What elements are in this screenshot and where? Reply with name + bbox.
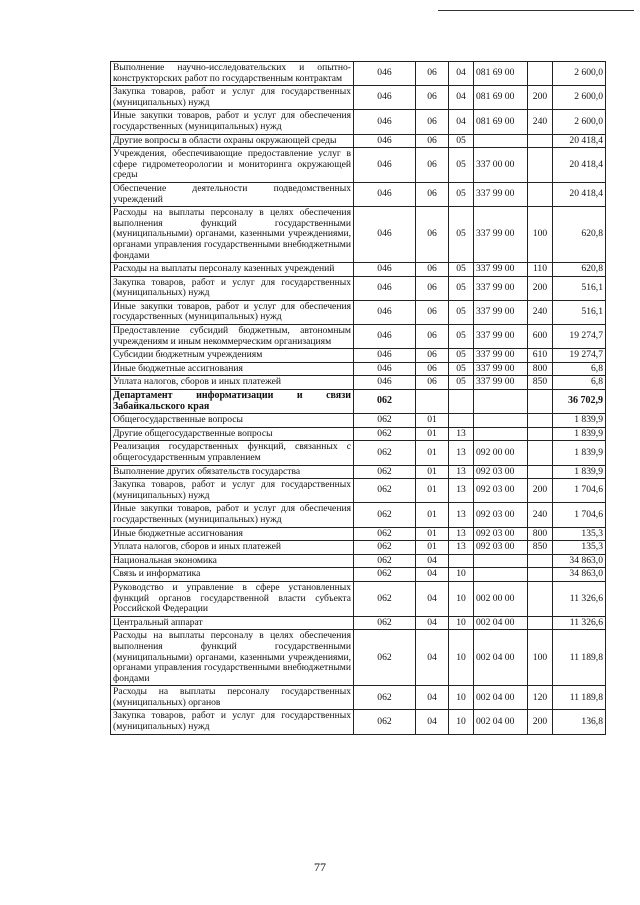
row-section-code: 06 xyxy=(416,376,449,390)
row-section-code: 01 xyxy=(416,427,449,441)
row-expense-type-code: 200 xyxy=(528,479,553,503)
row-amount: 1 704,6 xyxy=(553,479,606,503)
row-ved-code: 062 xyxy=(354,616,416,630)
row-ved-code: 062 xyxy=(354,441,416,465)
row-amount: 19 274,7 xyxy=(553,325,606,349)
row-subsection-code: 13 xyxy=(449,503,474,527)
row-expense-type-code: 800 xyxy=(528,362,553,376)
row-expense-type-code: 100 xyxy=(528,630,553,686)
row-section-code: 06 xyxy=(416,325,449,349)
row-subsection-code xyxy=(449,554,474,568)
row-name: Другие вопросы в области охраны окружающей среды xyxy=(111,134,354,148)
row-amount: 34 863,0 xyxy=(553,554,606,568)
row-ved-code: 046 xyxy=(354,148,416,183)
row-ved-code: 062 xyxy=(354,414,416,428)
row-amount: 2 600,0 xyxy=(553,86,606,110)
row-target-code: 092 03 00 xyxy=(474,465,528,479)
row-name: Национальная экономика xyxy=(111,554,354,568)
row-expense-type-code xyxy=(528,441,553,465)
row-amount: 135,3 xyxy=(553,541,606,555)
row-name: Выполнение других обязательств государства xyxy=(111,465,354,479)
row-expense-type-code xyxy=(528,62,553,86)
row-subsection-code: 13 xyxy=(449,427,474,441)
row-name: Другие общегосударственные вопросы xyxy=(111,427,354,441)
row-expense-type-code: 200 xyxy=(528,86,553,110)
row-section-code: 01 xyxy=(416,479,449,503)
row-expense-type-code xyxy=(528,568,553,582)
table-row xyxy=(111,541,606,555)
row-amount: 20 418,4 xyxy=(553,134,606,148)
row-ved-code: 062 xyxy=(354,541,416,555)
table-row xyxy=(111,62,606,86)
row-section-code: 01 xyxy=(416,541,449,555)
row-expense-type-code xyxy=(528,616,553,630)
row-amount: 1 839,9 xyxy=(553,441,606,465)
row-subsection-code: 10 xyxy=(449,686,474,710)
row-section-code: 06 xyxy=(416,62,449,86)
row-target-code xyxy=(474,554,528,568)
row-ved-code: 062 xyxy=(354,568,416,582)
row-subsection-code: 04 xyxy=(449,62,474,86)
row-name: Иные бюджетные ассигнования xyxy=(111,362,354,376)
row-section-code: 04 xyxy=(416,581,449,616)
row-ved-code: 062 xyxy=(354,630,416,686)
row-section-code: 06 xyxy=(416,263,449,277)
table-row xyxy=(111,616,606,630)
row-amount: 20 418,4 xyxy=(553,148,606,183)
row-target-code: 002 04 00 xyxy=(474,630,528,686)
row-ved-code: 046 xyxy=(354,134,416,148)
row-subsection-code: 13 xyxy=(449,479,474,503)
row-target-code: 337 99 00 xyxy=(474,376,528,390)
row-ved-code: 046 xyxy=(354,62,416,86)
row-amount: 620,8 xyxy=(553,207,606,263)
table-row xyxy=(111,710,606,734)
table-row xyxy=(111,376,606,390)
row-target-code xyxy=(474,414,528,428)
row-subsection-code: 04 xyxy=(449,86,474,110)
row-ved-code: 062 xyxy=(354,686,416,710)
row-expense-type-code: 240 xyxy=(528,503,553,527)
row-name: Субсидии бюджетным учреждениям xyxy=(111,349,354,363)
row-ved-code: 046 xyxy=(354,362,416,376)
row-name: Учреждения, обеспечивающие предоставление услуг в сфере гидрометеорологии и мониторинга окружающей среды xyxy=(111,148,354,183)
row-expense-type-code: 120 xyxy=(528,686,553,710)
row-section-code: 06 xyxy=(416,86,449,110)
row-expense-type-code xyxy=(528,465,553,479)
row-expense-type-code xyxy=(528,581,553,616)
row-target-code: 337 99 00 xyxy=(474,276,528,300)
row-name: Закупка товаров, работ и услуг для государственных (муниципальных) нужд xyxy=(111,710,354,734)
table-row xyxy=(111,479,606,503)
row-name: Закупка товаров, работ и услуг для государственных (муниципальных) нужд xyxy=(111,86,354,110)
row-target-code: 337 99 00 xyxy=(474,182,528,206)
row-name: Уплата налогов, сборов и иных платежей xyxy=(111,376,354,390)
row-amount: 1 839,9 xyxy=(553,414,606,428)
row-ved-code: 046 xyxy=(354,182,416,206)
row-target-code: 002 04 00 xyxy=(474,616,528,630)
row-subsection-code: 05 xyxy=(449,376,474,390)
row-name: Расходы на выплаты персоналу казенных учреждений xyxy=(111,263,354,277)
row-target-code xyxy=(474,390,528,414)
row-subsection-code: 05 xyxy=(449,134,474,148)
row-ved-code: 062 xyxy=(354,554,416,568)
table-row xyxy=(111,362,606,376)
row-section-code: 04 xyxy=(416,710,449,734)
row-subsection-code: 05 xyxy=(449,300,474,324)
row-name: Департамент информатизации и связи Забайкальского края xyxy=(111,390,354,414)
row-section-code: 06 xyxy=(416,110,449,134)
row-amount: 34 863,0 xyxy=(553,568,606,582)
row-subsection-code: 05 xyxy=(449,148,474,183)
table-row xyxy=(111,148,606,183)
row-name: Обеспечение деятельности подведомственных учреждений xyxy=(111,182,354,206)
row-section-code: 01 xyxy=(416,503,449,527)
row-name: Расходы на выплаты персоналу в целях обеспечения выполнения функций государственными (муниципальными) органами, казенными учреждениями, органами управления государственными внебюджетными фондами xyxy=(111,207,354,263)
row-expense-type-code xyxy=(528,390,553,414)
row-subsection-code: 13 xyxy=(449,441,474,465)
table-row xyxy=(111,182,606,206)
row-subsection-code: 05 xyxy=(449,325,474,349)
row-amount: 11 189,8 xyxy=(553,686,606,710)
row-section-code: 04 xyxy=(416,554,449,568)
row-amount: 516,1 xyxy=(553,300,606,324)
row-amount: 516,1 xyxy=(553,276,606,300)
row-target-code: 002 00 00 xyxy=(474,581,528,616)
row-target-code: 337 99 00 xyxy=(474,362,528,376)
row-target-code: 092 03 00 xyxy=(474,541,528,555)
row-ved-code: 062 xyxy=(354,427,416,441)
row-ved-code: 046 xyxy=(354,207,416,263)
row-expense-type-code: 850 xyxy=(528,376,553,390)
table-row xyxy=(111,630,606,686)
row-target-code: 337 99 00 xyxy=(474,263,528,277)
table-row xyxy=(111,568,606,582)
row-expense-type-code: 200 xyxy=(528,276,553,300)
row-name: Расходы на выплаты персоналу государственных (муниципальных) органов xyxy=(111,686,354,710)
row-section-code: 01 xyxy=(416,527,449,541)
row-amount: 11 326,6 xyxy=(553,616,606,630)
row-expense-type-code xyxy=(528,414,553,428)
row-target-code: 337 99 00 xyxy=(474,300,528,324)
table-row xyxy=(111,276,606,300)
row-section-code: 06 xyxy=(416,182,449,206)
table-row xyxy=(111,349,606,363)
row-target-code: 092 03 00 xyxy=(474,503,528,527)
row-section-code xyxy=(416,390,449,414)
row-amount: 6,8 xyxy=(553,376,606,390)
row-subsection-code: 05 xyxy=(449,207,474,263)
row-ved-code: 046 xyxy=(354,349,416,363)
row-subsection-code: 04 xyxy=(449,110,474,134)
row-subsection-code: 13 xyxy=(449,541,474,555)
row-amount: 6,8 xyxy=(553,362,606,376)
row-subsection-code xyxy=(449,414,474,428)
row-name: Закупка товаров, работ и услуг для государственных (муниципальных) нужд xyxy=(111,276,354,300)
row-subsection-code: 10 xyxy=(449,568,474,582)
row-expense-type-code xyxy=(528,182,553,206)
row-expense-type-code xyxy=(528,134,553,148)
row-expense-type-code: 110 xyxy=(528,263,553,277)
row-target-code: 081 69 00 xyxy=(474,110,528,134)
row-section-code: 01 xyxy=(416,414,449,428)
row-expense-type-code: 100 xyxy=(528,207,553,263)
row-section-code: 01 xyxy=(416,441,449,465)
row-expense-type-code: 600 xyxy=(528,325,553,349)
row-ved-code: 046 xyxy=(354,86,416,110)
table-row xyxy=(111,110,606,134)
row-expense-type-code xyxy=(528,427,553,441)
row-subsection-code: 10 xyxy=(449,581,474,616)
row-target-code: 092 03 00 xyxy=(474,527,528,541)
row-amount: 136,8 xyxy=(553,710,606,734)
row-name: Иные закупки товаров, работ и услуг для обеспечения государственных (муниципальных) нужд xyxy=(111,110,354,134)
table-row xyxy=(111,390,606,414)
row-name: Связь и информатика xyxy=(111,568,354,582)
row-ved-code: 046 xyxy=(354,263,416,277)
row-amount: 2 600,0 xyxy=(553,62,606,86)
row-ved-code: 046 xyxy=(354,300,416,324)
row-section-code: 06 xyxy=(416,300,449,324)
row-ved-code: 062 xyxy=(354,710,416,734)
row-subsection-code: 05 xyxy=(449,276,474,300)
row-amount: 19 274,7 xyxy=(553,349,606,363)
row-expense-type-code: 610 xyxy=(528,349,553,363)
budget-table xyxy=(110,61,606,735)
row-ved-code: 062 xyxy=(354,479,416,503)
table-row xyxy=(111,134,606,148)
table-row xyxy=(111,86,606,110)
row-expense-type-code xyxy=(528,554,553,568)
row-name: Центральный аппарат xyxy=(111,616,354,630)
table-row xyxy=(111,527,606,541)
row-subsection-code: 05 xyxy=(449,182,474,206)
row-section-code: 04 xyxy=(416,616,449,630)
row-amount: 11 189,8 xyxy=(553,630,606,686)
row-expense-type-code xyxy=(528,148,553,183)
row-amount: 1 839,9 xyxy=(553,427,606,441)
row-subsection-code: 05 xyxy=(449,349,474,363)
table-row xyxy=(111,686,606,710)
table-row xyxy=(111,465,606,479)
row-amount: 2 600,0 xyxy=(553,110,606,134)
row-section-code: 06 xyxy=(416,276,449,300)
row-name: Выполнение научно-исследовательских и опытно-конструкторских работ по государственным контрактам xyxy=(111,62,354,86)
row-expense-type-code: 240 xyxy=(528,300,553,324)
row-section-code: 06 xyxy=(416,148,449,183)
row-name: Иные закупки товаров, работ и услуг для обеспечения государственных (муниципальных) нужд xyxy=(111,300,354,324)
row-subsection-code: 10 xyxy=(449,616,474,630)
row-name: Реализация государственных функций, связанных с общегосударственным управлением xyxy=(111,441,354,465)
row-ved-code: 046 xyxy=(354,325,416,349)
row-ved-code: 046 xyxy=(354,110,416,134)
row-section-code: 04 xyxy=(416,568,449,582)
row-target-code: 337 99 00 xyxy=(474,325,528,349)
row-expense-type-code: 240 xyxy=(528,110,553,134)
row-target-code: 092 03 00 xyxy=(474,479,528,503)
row-subsection-code xyxy=(449,390,474,414)
table-row xyxy=(111,207,606,263)
header-rule xyxy=(438,10,634,11)
row-ved-code: 062 xyxy=(354,465,416,479)
page-number: 77 xyxy=(314,860,326,874)
table-row xyxy=(111,263,606,277)
row-subsection-code: 05 xyxy=(449,362,474,376)
row-expense-type-code: 850 xyxy=(528,541,553,555)
row-target-code: 081 69 00 xyxy=(474,62,528,86)
table-row xyxy=(111,414,606,428)
row-amount: 135,3 xyxy=(553,527,606,541)
table-row xyxy=(111,300,606,324)
row-name: Иные бюджетные ассигнования xyxy=(111,527,354,541)
row-name: Расходы на выплаты персоналу в целях обеспечения выполнения функций государственными (муниципальными) органами, казенными учреждениями, органами управления государственными внебюджетными фондами xyxy=(111,630,354,686)
row-amount: 36 702,9 xyxy=(553,390,606,414)
row-subsection-code: 05 xyxy=(449,263,474,277)
row-section-code: 06 xyxy=(416,362,449,376)
row-target-code: 002 04 00 xyxy=(474,686,528,710)
row-target-code: 081 69 00 xyxy=(474,86,528,110)
row-target-code: 337 99 00 xyxy=(474,349,528,363)
row-name: Предоставление субсидий бюджетным, автономным учреждениям и иным некоммерческим организациям xyxy=(111,325,354,349)
row-amount: 11 326,6 xyxy=(553,581,606,616)
row-expense-type-code: 800 xyxy=(528,527,553,541)
row-name: Закупка товаров, работ и услуг для государственных (муниципальных) нужд xyxy=(111,479,354,503)
row-subsection-code: 13 xyxy=(449,527,474,541)
row-ved-code: 062 xyxy=(354,527,416,541)
table-body xyxy=(111,62,606,735)
row-section-code: 04 xyxy=(416,630,449,686)
row-section-code: 06 xyxy=(416,349,449,363)
row-section-code: 01 xyxy=(416,465,449,479)
table-row xyxy=(111,503,606,527)
row-amount: 1 704,6 xyxy=(553,503,606,527)
table-row xyxy=(111,581,606,616)
row-target-code: 337 99 00 xyxy=(474,207,528,263)
row-name: Руководство и управление в сфере установленных функций органов государственной власти субъекта Российской Федерации xyxy=(111,581,354,616)
row-subsection-code: 13 xyxy=(449,465,474,479)
row-expense-type-code: 200 xyxy=(528,710,553,734)
row-ved-code: 062 xyxy=(354,503,416,527)
row-ved-code: 062 xyxy=(354,390,416,414)
row-amount: 620,8 xyxy=(553,263,606,277)
row-target-code: 002 04 00 xyxy=(474,710,528,734)
row-target-code xyxy=(474,134,528,148)
row-amount: 20 418,4 xyxy=(553,182,606,206)
table-row xyxy=(111,554,606,568)
table-row xyxy=(111,325,606,349)
table-row xyxy=(111,427,606,441)
row-section-code: 06 xyxy=(416,134,449,148)
row-name: Общегосударственные вопросы xyxy=(111,414,354,428)
row-subsection-code: 10 xyxy=(449,710,474,734)
row-target-code: 337 00 00 xyxy=(474,148,528,183)
row-ved-code: 046 xyxy=(354,376,416,390)
row-name: Уплата налогов, сборов и иных платежей xyxy=(111,541,354,555)
row-ved-code: 046 xyxy=(354,276,416,300)
row-ved-code: 062 xyxy=(354,581,416,616)
row-section-code: 06 xyxy=(416,207,449,263)
row-name: Иные закупки товаров, работ и услуг для обеспечения государственных (муниципальных) нужд xyxy=(111,503,354,527)
row-target-code: 092 00 00 xyxy=(474,441,528,465)
row-amount: 1 839,9 xyxy=(553,465,606,479)
table-row xyxy=(111,441,606,465)
row-target-code xyxy=(474,427,528,441)
row-section-code: 04 xyxy=(416,686,449,710)
row-target-code xyxy=(474,568,528,582)
row-subsection-code: 10 xyxy=(449,630,474,686)
